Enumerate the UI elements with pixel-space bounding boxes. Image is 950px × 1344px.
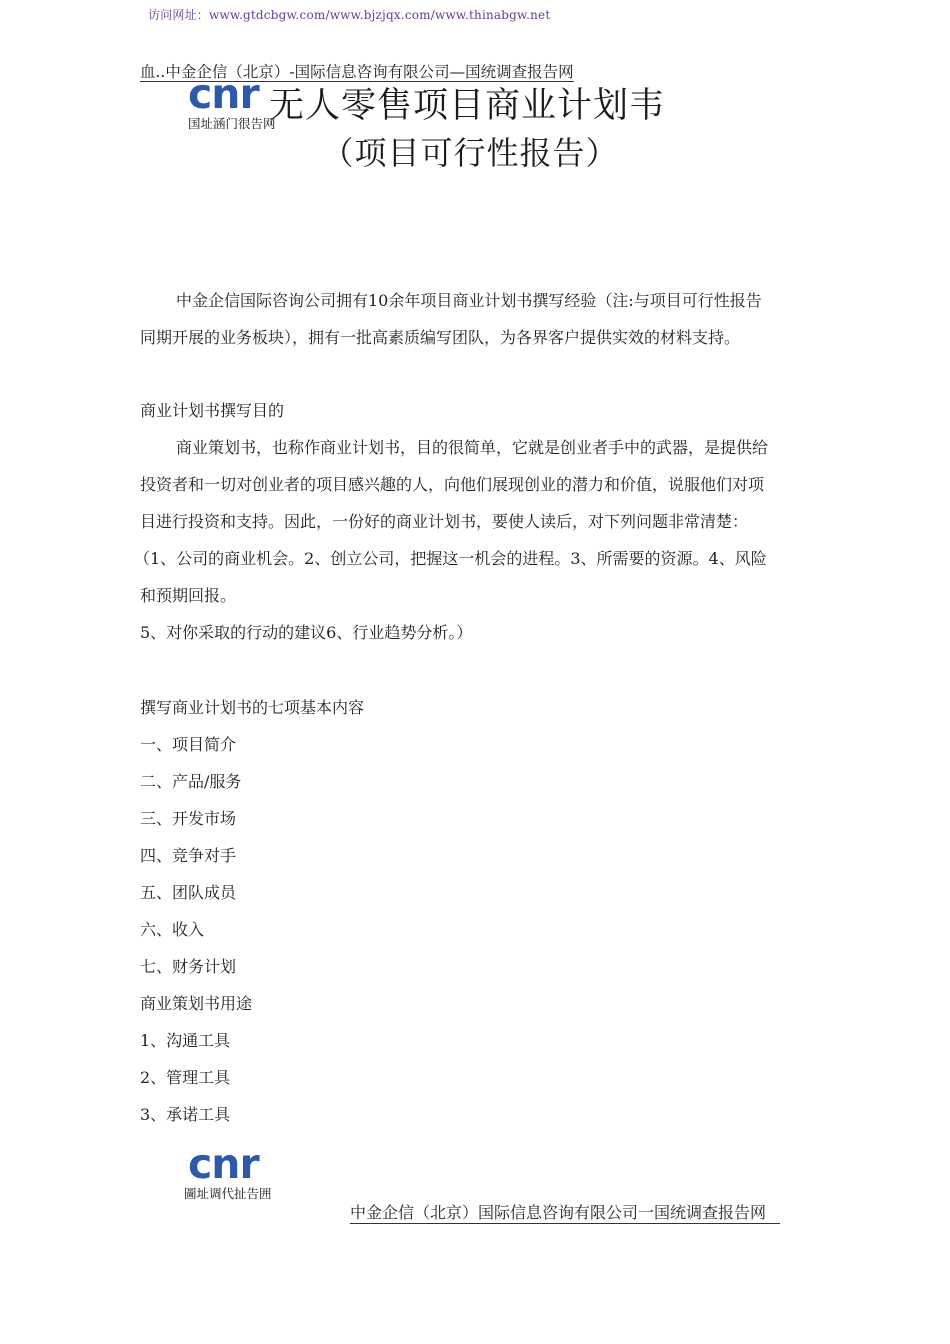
contents-item: 一、项目简介 [140,735,237,754]
header-company-line: 血..中金企信（北京）-国际信息咨询有限公司—国统调查报告网 [140,63,574,81]
contents-section [140,689,810,1133]
intro-paragraph [140,282,810,356]
uses-item: 3、承诺工具 [140,1105,231,1124]
contents-item: 七、财务计划 [140,957,237,976]
purpose-line: 投资者和一切对创业者的项目感兴趣的人，向他们展现创业的潜力和价值，说服他们对项 [140,475,765,494]
uses-item: 2、管理工具 [140,1068,231,1087]
top-url-text: 访问网址：www.gtdcbgw.com/www.bjzjqx.com/www.thinabgw.net [148,8,551,22]
purpose-section [134,392,810,651]
cnr-logo-mark: cnr [188,1140,259,1188]
document-title: 无人零售项目商业计划韦 [268,86,665,126]
contents-item: 二、产品/服务 [140,772,242,791]
purpose-line: （1、公司的商业机会。2、创立公司，把握这一机会的进程。3、所需要的资源。4、风险 [134,549,767,568]
uses-heading: 商业策划书用途 [140,994,253,1013]
cnr-logo-mark: cnr [188,70,259,118]
cnr-logo-subtitle: 国址涵门很告网 [188,116,276,131]
document-subtitle: （项目可行性报告） [321,134,619,172]
intro-line: 中金企信国际咨询公司拥有10余年项目商业计划书撰写经验（注:与项目可行性报告 [176,291,762,310]
purpose-line: 5、对你采取的行动的建议6、行业趋势分析。） [140,623,473,642]
contents-item: 四、竞争对手 [140,846,237,865]
contents-item: 五、团队成员 [140,883,237,902]
cnr-logo-bottom [184,1140,272,1202]
purpose-heading: 商业计划书撰写目的 [140,401,285,420]
uses-item: 1、沟通工具 [140,1031,231,1050]
footer-company-line: 中金企信（北京）国际信息咨询有限公司一国统调查报告网 [350,1203,780,1224]
contents-item: 三、开发市场 [140,809,237,828]
cnr-logo-subtitle: 圖址调代扯告囲 [184,1186,272,1201]
contents-heading: 撰写商业计划书的七项基本内容 [140,698,365,717]
purpose-line: 商业策划书，也称作商业计划书，目的很简单，它就是创业者手中的武器，是提供给 [176,438,769,457]
intro-line: 同期开展的业务板块），拥有一批高素质编写团队，为各界客户提供实效的材料支持。 [140,328,741,347]
purpose-line: 目进行投资和支持。因此，一份好的商业计划书，要使人读后，对下列问题非常清楚： [140,512,749,531]
contents-item: 六、收入 [140,920,205,939]
purpose-line: 和预期回报。 [140,586,237,605]
